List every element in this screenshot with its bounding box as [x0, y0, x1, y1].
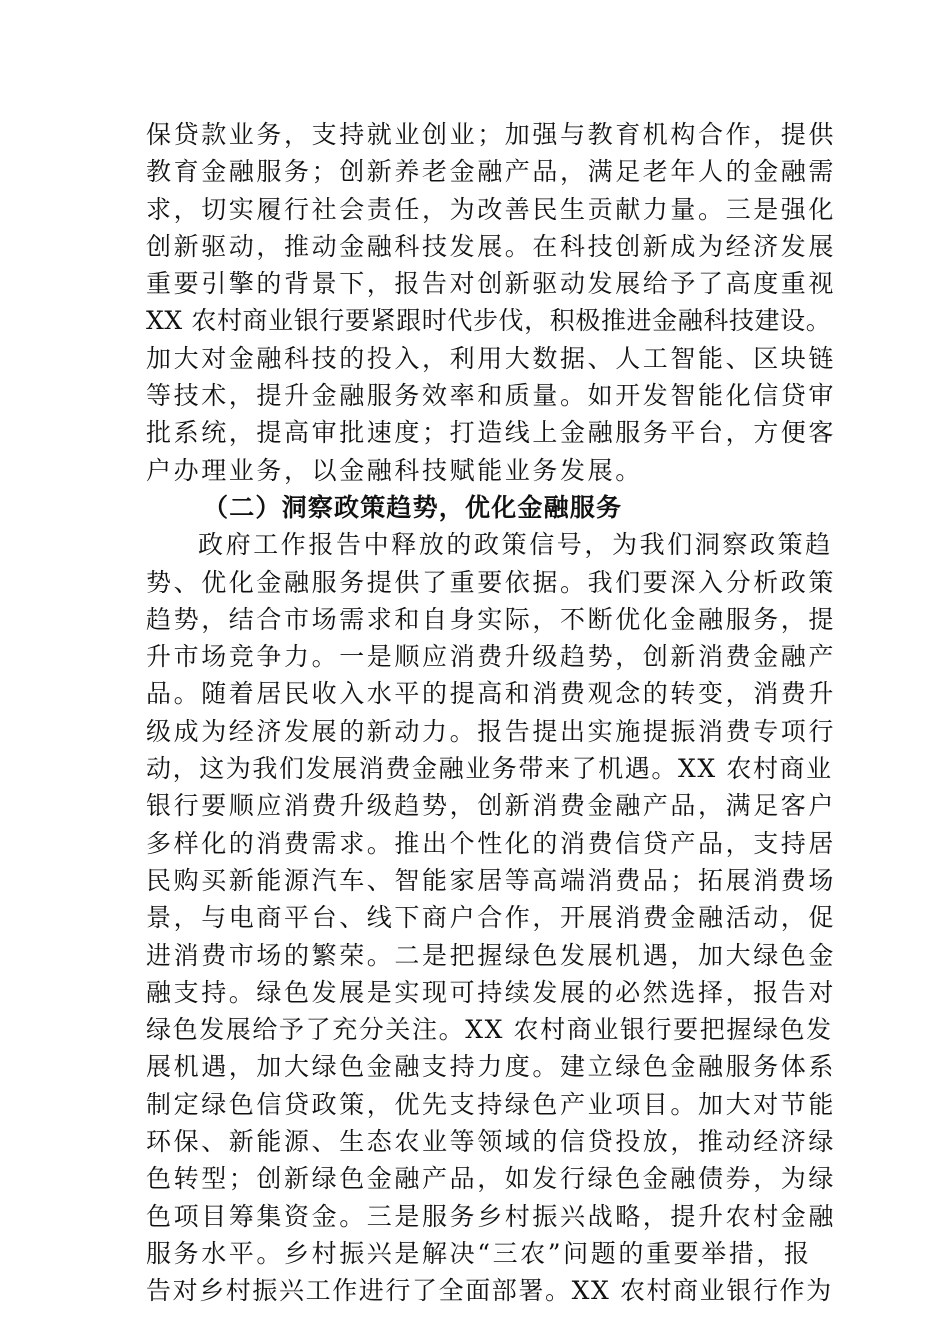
text-line: 融支持。绿色发展是实现可持续发展的必然选择，报告对: [146, 977, 837, 1007]
text-line: 服务水平。乡村振兴是解决“三农”问题的重要举措，报: [146, 1238, 812, 1268]
text-line: 动，这为我们发展消费金融业务带来了机遇。XX 农村商业: [146, 754, 833, 784]
text-line: 等技术，提升金融服务效率和质量。如开发智能化信贷审: [146, 381, 837, 411]
text-line: 保贷款业务，支持就业创业；加强与教育机构合作，提供: [146, 120, 837, 149]
text-line: XX 农村商业银行要紧跟时代步伐，积极推进金融科技建设。: [146, 306, 832, 336]
text-line: 级成为经济发展的新动力。报告提出实施提振消费专项行: [146, 716, 837, 746]
text-line: 绿色发展给予了充分关注。XX 农村商业银行要把握绿色发: [146, 1015, 833, 1045]
body-text: [146, 116, 836, 1310]
text-line: 景，与电商平台、线下商户合作，开展消费金融活动，促: [146, 903, 837, 933]
text-line: 政府工作报告中释放的政策信号，为我们洞察政策趋: [198, 530, 833, 560]
text-line: 势、优化金融服务提供了重要依据。我们要深入分析政策: [146, 567, 837, 597]
text-line: 制定绿色信贷政策，优先支持绿色产业项目。加大对节能: [146, 1089, 837, 1119]
text-line: 教育金融服务；创新养老金融产品，满足老年人的金融需: [146, 157, 837, 187]
text-line: 创新驱动，推动金融科技发展。在科技创新成为经济发展: [146, 231, 837, 261]
text-line: 银行要顺应消费升级趋势，创新消费金融产品，满足客户: [146, 791, 837, 821]
text-line: 告对乡村振兴工作进行了全面部署。XX 农村商业银行作为: [146, 1276, 833, 1306]
text-line: 加大对金融科技的投入，利用大数据、人工智能、区块链: [146, 343, 837, 373]
text-line: 批系统，提高审批速度；打造线上金融服务平台，方便客: [146, 418, 837, 448]
text-line: 求，切实履行社会责任，为改善民生贡献力量。三是强化: [146, 194, 837, 224]
text-line: 色转型；创新绿色金融产品，如发行绿色金融债券，为绿: [146, 1164, 837, 1194]
section-heading: （二）洞察政策趋势，优化金融服务: [203, 492, 623, 522]
text-line: 色项目筹集资金。三是服务乡村振兴战略，提升农村金融: [146, 1201, 837, 1231]
text-line: 民购买新能源汽车、智能家居等高端消费品；拓展消费场: [146, 865, 837, 895]
text-line: 进消费市场的繁荣。二是把握绿色发展机遇，加大绿色金: [146, 940, 837, 970]
text-line: 品。随着居民收入水平的提高和消费观念的转变，消费升: [146, 679, 837, 709]
text-line: 户办理业务，以金融科技赋能业务发展。: [146, 455, 643, 485]
text-line: 环保、新能源、生态农业等领域的信贷投放，推动经济绿: [146, 1127, 837, 1157]
text-line: 趋势，结合市场需求和自身实际，不断优化金融服务，提: [146, 604, 837, 634]
text-line: 展机遇，加大绿色金融支持力度。建立绿色金融服务体系: [146, 1052, 837, 1082]
text-line: 重要引擎的背景下，报告对创新驱动发展给予了高度重视: [146, 269, 837, 299]
text-line: 升市场竞争力。一是顺应消费升级趋势，创新消费金融产: [146, 642, 837, 672]
text-line: 多样化的消费需求。推出个性化的消费信贷产品，支持居: [146, 828, 837, 858]
